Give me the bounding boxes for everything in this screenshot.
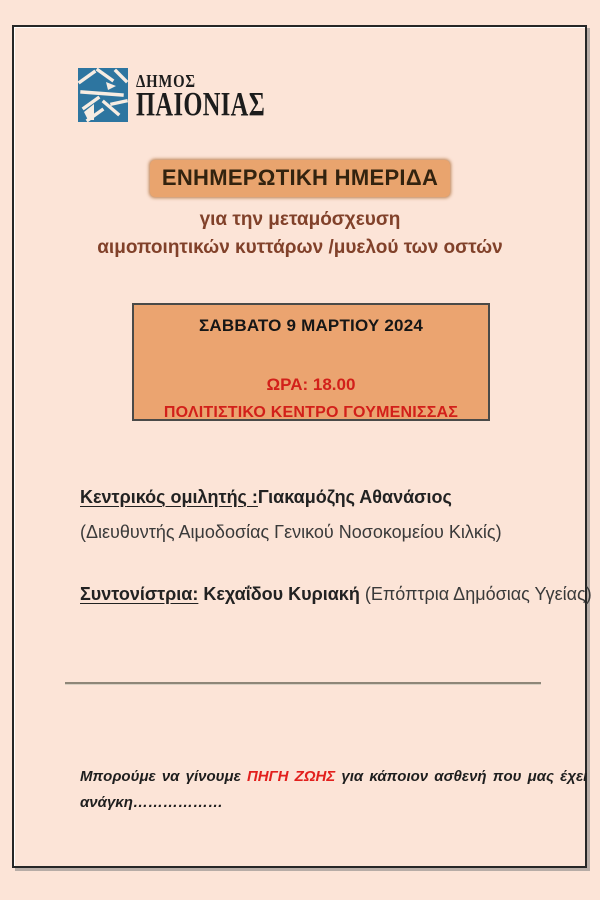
municipality-logo	[78, 68, 315, 122]
footer-line-1	[80, 764, 588, 790]
coordinator-line	[80, 584, 592, 605]
logo-text-bottom: ΠΑΙΟΝΙΑΣ	[136, 86, 266, 123]
subtitle-line-1: για την μεταμόσχευση	[199, 209, 401, 230]
speaker-name: Γιακαμόζης Αθανάσιος	[257, 487, 452, 507]
subtitle-line-2: αιμοποιητικών κυττάρων /μυελού των οστών	[97, 237, 503, 258]
footer-message	[80, 764, 588, 816]
coordinator-name: Κεχαΐδου Κυριακή	[203, 584, 360, 604]
speaker-detail: (Διευθυντής Αιμοδοσίας Γενικού Νοσοκομείου Κιλκίς)	[80, 522, 502, 542]
coordinator-detail: (Επόπτρια Δημόσιας Υγείας)	[364, 584, 592, 604]
speaker-line	[80, 487, 452, 508]
municipality-emblem-icon	[78, 68, 128, 122]
footer-highlight-text: ΠΗΓΗ ΖΩΗΣ	[246, 768, 336, 785]
speaker-label: Κεντρικός ομιλητής :	[80, 487, 258, 507]
event-date: ΣΑΒΒΑΤΟ 9 ΜΑΡΤΙΟΥ 2024	[198, 316, 423, 335]
event-title: ΕΝΗΜΕΡΩΤΙΚΗ ΗΜΕΡΙΔΑ	[150, 160, 450, 197]
title-row	[0, 160, 600, 197]
logo-text-top: ΔΗΜΟΣ	[136, 71, 196, 91]
event-venue: ΠΟΛΙΤΙΣΤΙΚΟ ΚΕΝΤΡΟ ΓΟΥΜΕΝΙΣΣΑΣ	[163, 404, 459, 421]
divider-line	[65, 682, 541, 685]
footer-line-2: ανάγκη………………	[80, 794, 223, 811]
footer-text-suffix: για κάποιον ασθενή που μας έχει	[335, 768, 588, 785]
event-time: ΩΡΑ: 18.00	[266, 375, 356, 394]
event-info-box	[132, 303, 490, 421]
logo-text	[136, 68, 315, 122]
footer-text-prefix: Μπορούμε να γίνουμε	[80, 768, 247, 785]
page-border-frame	[12, 25, 587, 868]
coordinator-label: Συντονίστρια:	[80, 584, 199, 604]
